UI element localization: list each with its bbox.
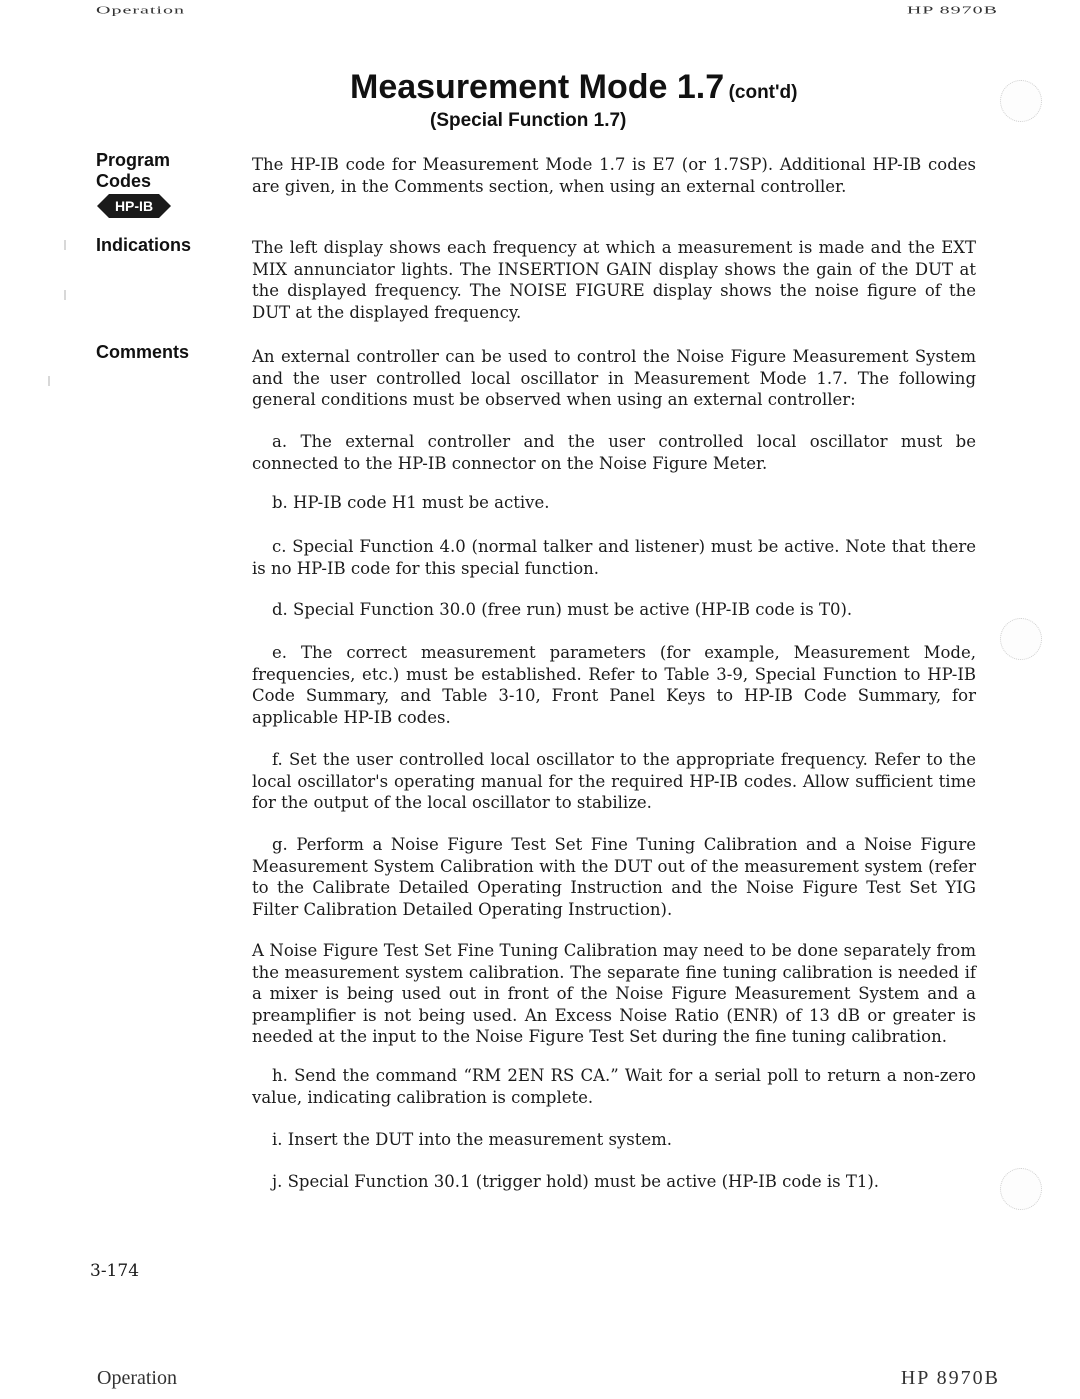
scan-mark	[64, 240, 66, 250]
condition-g-note: A Noise Figure Test Set Fine Tuning Calibration may need to be done separately from the measurement system calibration. The separate fine tuning calibration is needed if a mixer is being used out in front of the Noise Figure Measurement System and a preamplifier is not being used. An Excess Noise Ratio (ENR) of 13 dB or greater is needed at the input to the Noise Figure Test Set during the fine tuning calibration.	[252, 941, 976, 1046]
condition-i: i. Insert the DUT into the measurement system.	[272, 1130, 672, 1149]
condition-b: b. HP-IB code H1 must be active.	[272, 493, 550, 512]
condition-c: c. Special Function 4.0 (normal talker and listener) must be active. Note that there is no HP-IB code for this special function.	[252, 537, 976, 578]
comments-intro: An external controller can be used to control the Noise Figure Measurement System and the user controlled local oscillator in Measurement Mode 1.7. The following general conditions must be observed when using an external controller:	[252, 347, 976, 409]
title-suffix: (cont'd)	[728, 82, 798, 103]
page-title	[350, 68, 797, 107]
program-codes-heading	[96, 150, 170, 192]
condition-d: d. Special Function 30.0 (free run) must be active (HP-IB code is T0).	[272, 600, 853, 619]
condition-a: a. The external controller and the user controlled local oscillator must be connected to the HP-IB connector on the Noise Figure Meter.	[252, 432, 976, 473]
condition-g: g. Perform a Noise Figure Test Set Fine Tuning Calibration and a Noise Figure Measurement System Calibration with the DUT out of the measurement system (refer to the Calibrate Detailed Operating Instruction and the Noise Figure Test Set YIG Filter Calibration Detailed Operating Instruction).	[252, 835, 976, 919]
page-subtitle: (Special Function 1.7)	[430, 110, 627, 131]
running-footer-left: Operation	[97, 1367, 177, 1389]
hp-ib-badge-icon	[97, 194, 171, 218]
scan-mark	[48, 376, 50, 386]
program-codes-heading-line2: Codes	[96, 171, 152, 191]
punch-hole-middle	[1000, 618, 1042, 660]
condition-j: j. Special Function 30.1 (trigger hold) must be active (HP-IB code is T1).	[272, 1172, 880, 1191]
comments-heading: Comments	[96, 342, 190, 362]
program-codes-text: The HP-IB code for Measurement Mode 1.7 is E7 (or 1.7SP). Additional HP-IB codes are given, in the Comments section, when using an external controller.	[252, 155, 976, 196]
punch-hole-top	[1000, 80, 1042, 122]
hp-ib-badge-label: HP-IB	[114, 198, 154, 214]
indications-text: The left display shows each frequency at which a measurement is made and the EXT MIX annunciator lights. The INSERTION GAIN display shows the gain of the DUT at the displayed frequency. The NOISE FIGURE display shows the noise figure of the DUT at the displayed frequency.	[252, 238, 976, 322]
running-header-left: Operation	[96, 4, 185, 17]
title-main: Measurement Mode 1.7	[350, 68, 725, 106]
condition-f: f. Set the user controlled local oscillator to the appropriate frequency. Refer to the local oscillator's operating manual for the required HP-IB codes. Allow sufficient time for the output of the local oscillator to stabilize.	[252, 750, 976, 812]
condition-h: h. Send the command “RM 2EN RS CA.” Wait for a serial poll to return a non-zero value, indicating calibration is complete.	[252, 1066, 976, 1107]
scan-mark	[64, 290, 66, 300]
running-header-right: HP 8970B	[906, 4, 998, 17]
indications-heading: Indications	[96, 235, 192, 255]
program-codes-heading-line1: Program	[96, 150, 171, 170]
page-number: 3-174	[90, 1261, 140, 1281]
punch-hole-bottom	[1000, 1168, 1042, 1210]
running-footer-right: HP 8970B	[900, 1367, 1000, 1389]
condition-e: e. The correct measurement parameters (for example, Measurement Mode, frequencies, etc.) must be established. Refer to Table 3-9, Special Function to HP-IB Code Summary, and Table 3-10, Front Panel Keys to HP-IB Code Summary, for applicable HP-IB codes.	[252, 643, 976, 727]
hp-ib-badge-shape	[97, 194, 171, 218]
